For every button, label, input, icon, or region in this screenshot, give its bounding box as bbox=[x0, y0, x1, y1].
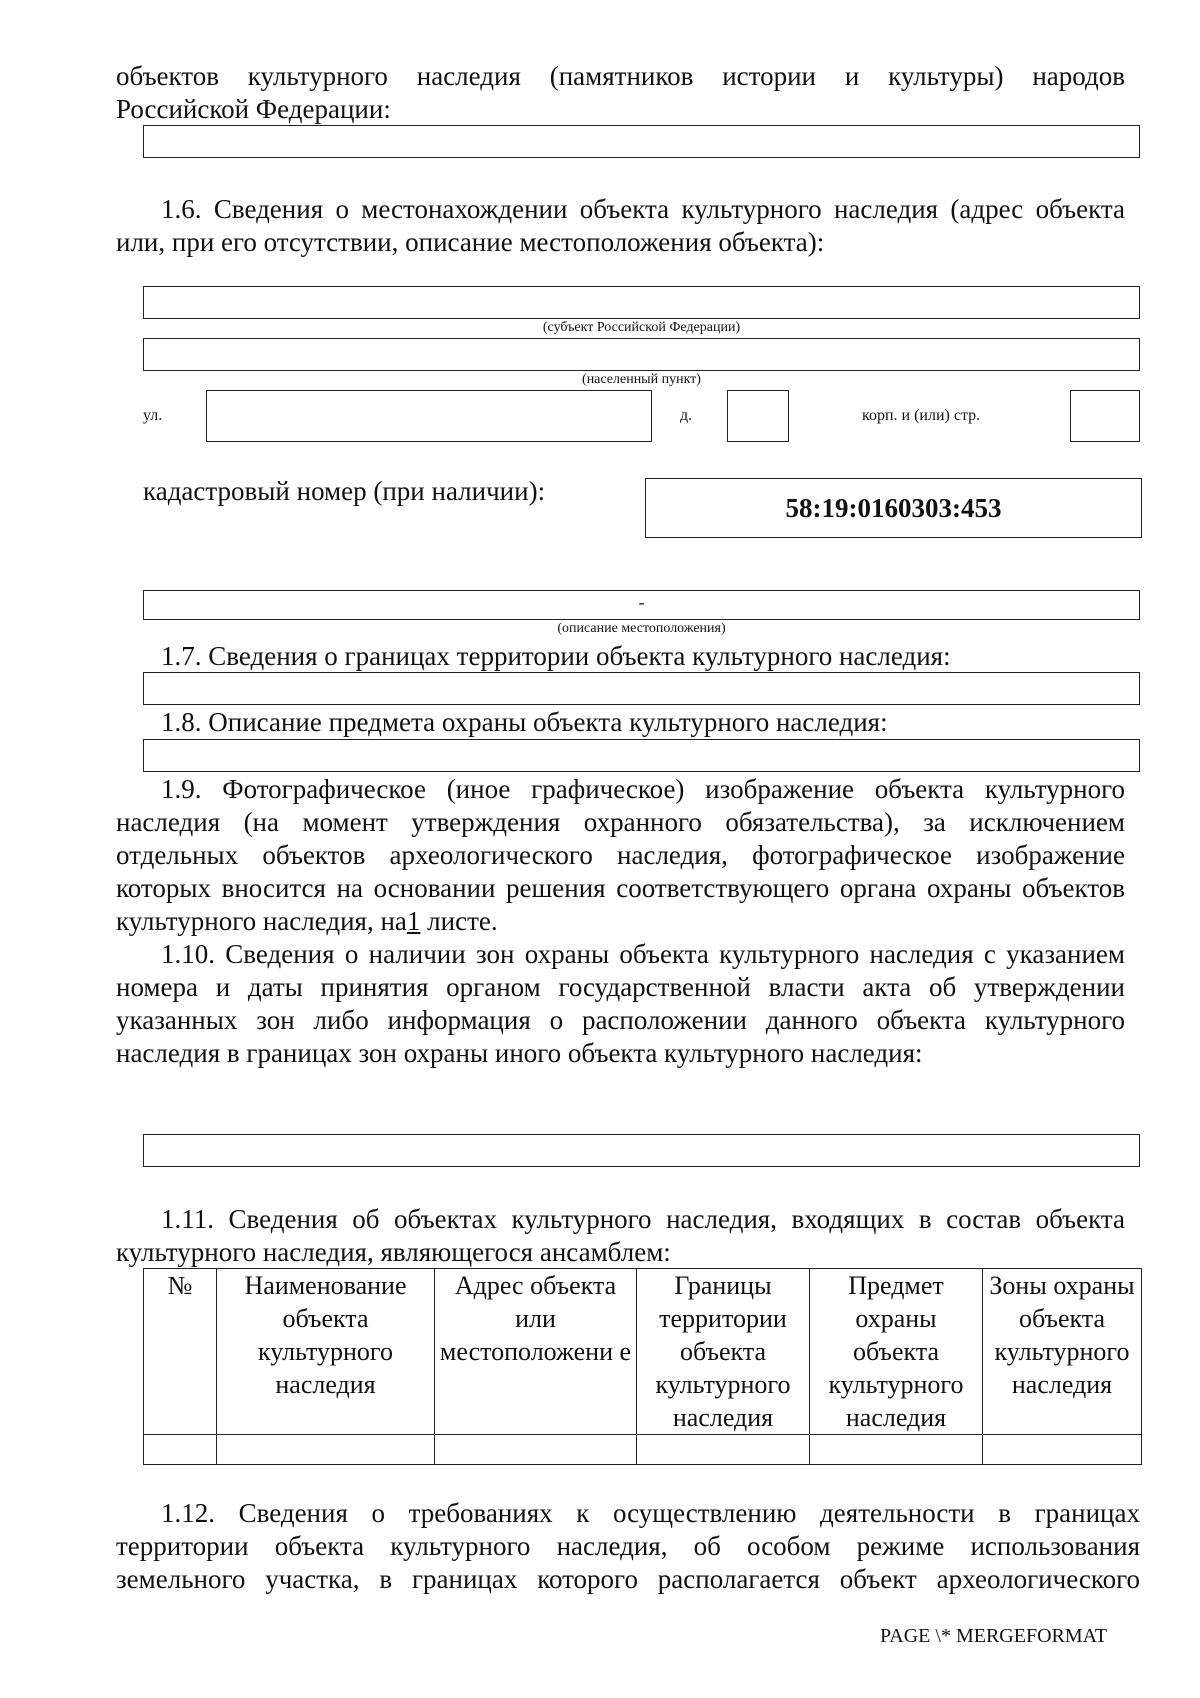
boundaries-field[interactable] bbox=[143, 672, 1140, 705]
col-address-header: Адрес объекта или местоположени е bbox=[435, 1269, 637, 1435]
section-1-12-text: 1.12. Сведения о требованиях к осуществлению деятельности в границах территории объекта культурного наследия, об особом режиме использования земельного участка, в границах которого располагается объект археологического bbox=[116, 1498, 1140, 1594]
table-cell[interactable] bbox=[810, 1435, 983, 1465]
location-description-field[interactable]: - bbox=[143, 590, 1140, 620]
table-cell[interactable] bbox=[983, 1435, 1142, 1465]
house-label: д. bbox=[680, 407, 693, 424]
intro-line-2: Российской Федерации: bbox=[116, 94, 391, 124]
col-boundaries-header: Границы территории объекта культурного наследия bbox=[637, 1269, 810, 1435]
protection-subject-field[interactable] bbox=[143, 739, 1140, 772]
street-field[interactable] bbox=[206, 390, 652, 442]
sheets-count: 1 bbox=[406, 906, 421, 936]
table-row bbox=[144, 1435, 1142, 1465]
building-label: корп. и (или) стр. bbox=[862, 407, 981, 424]
cadastral-label: кадастровый номер (при наличии): bbox=[143, 476, 546, 506]
cadastral-number-field[interactable]: 58:19:0160303:453 bbox=[645, 478, 1142, 538]
section-1-10-text: 1.10. Сведения о наличии зон охраны объекта культурного наследия с указанием номера и даты принятия органом государственной власти акта об утверждении указанных зон либо информация о расположении данного объекта культурного наследия в границах зон охраны иного объекта культурного наследия: bbox=[116, 939, 1125, 1068]
table-cell[interactable] bbox=[144, 1435, 217, 1465]
subject-field[interactable] bbox=[143, 286, 1140, 319]
house-field[interactable] bbox=[727, 390, 789, 442]
page-footer: PAGE \* MERGEFORMAT bbox=[880, 1625, 1108, 1647]
table-header-row bbox=[144, 1269, 1142, 1435]
heritage-register-field[interactable] bbox=[143, 125, 1140, 158]
col-number-header: № bbox=[144, 1269, 217, 1435]
intro-line-1: объектов культурного наследия (памятников истории и культуры) народов bbox=[116, 61, 1125, 91]
section-1-11-text: 1.11. Сведения об объектах культурного наследия, входящих в состав объекта культурного наследия, являющегося ансамблем: bbox=[116, 1204, 1125, 1267]
col-protection-zones-header: Зоны охраны объекта культурного наследия bbox=[983, 1269, 1142, 1435]
section-1-8-text: 1.8. Описание предмета охраны объекта культурного наследия: bbox=[161, 707, 888, 737]
location-caption: (описание местоположения) bbox=[557, 621, 726, 636]
locality-caption: (населенный пункт) bbox=[582, 372, 701, 387]
sheets-suffix: листе. bbox=[427, 906, 498, 936]
table-cell[interactable] bbox=[217, 1435, 435, 1465]
table-cell[interactable] bbox=[435, 1435, 637, 1465]
col-protection-subject-header: Предмет охраны объекта культурного наследия bbox=[810, 1269, 983, 1435]
section-1-9-text bbox=[116, 773, 1125, 938]
col-name-header: Наименование объекта культурного наследия bbox=[217, 1269, 435, 1435]
street-label: ул. bbox=[143, 407, 163, 424]
section-1-9-body: 1.9. Фотографическое (иное графическое) изображение объекта культурного наследия (на момент утверждения охранного обязательства), за исключением отдельных объектов археологического наследия, фотографическое изображение которых вносится на основании решения соответствующего органа охраны объектов культурного наследия, на bbox=[116, 774, 1125, 936]
ensemble-objects-table bbox=[143, 1268, 1142, 1465]
building-field[interactable] bbox=[1070, 390, 1140, 442]
subject-caption: (субъект Российской Федерации) bbox=[542, 320, 741, 335]
table-cell[interactable] bbox=[637, 1435, 810, 1465]
locality-field[interactable] bbox=[143, 338, 1140, 371]
protection-zones-field[interactable] bbox=[143, 1134, 1140, 1167]
section-1-7-text: 1.7. Сведения о границах территории объекта культурного наследия: bbox=[161, 641, 951, 671]
section-1-6-text: 1.6. Сведения о местонахождении объекта культурного наследия (адрес объекта или, при его отсутствии, описание местоположения объекта): bbox=[116, 194, 1125, 257]
